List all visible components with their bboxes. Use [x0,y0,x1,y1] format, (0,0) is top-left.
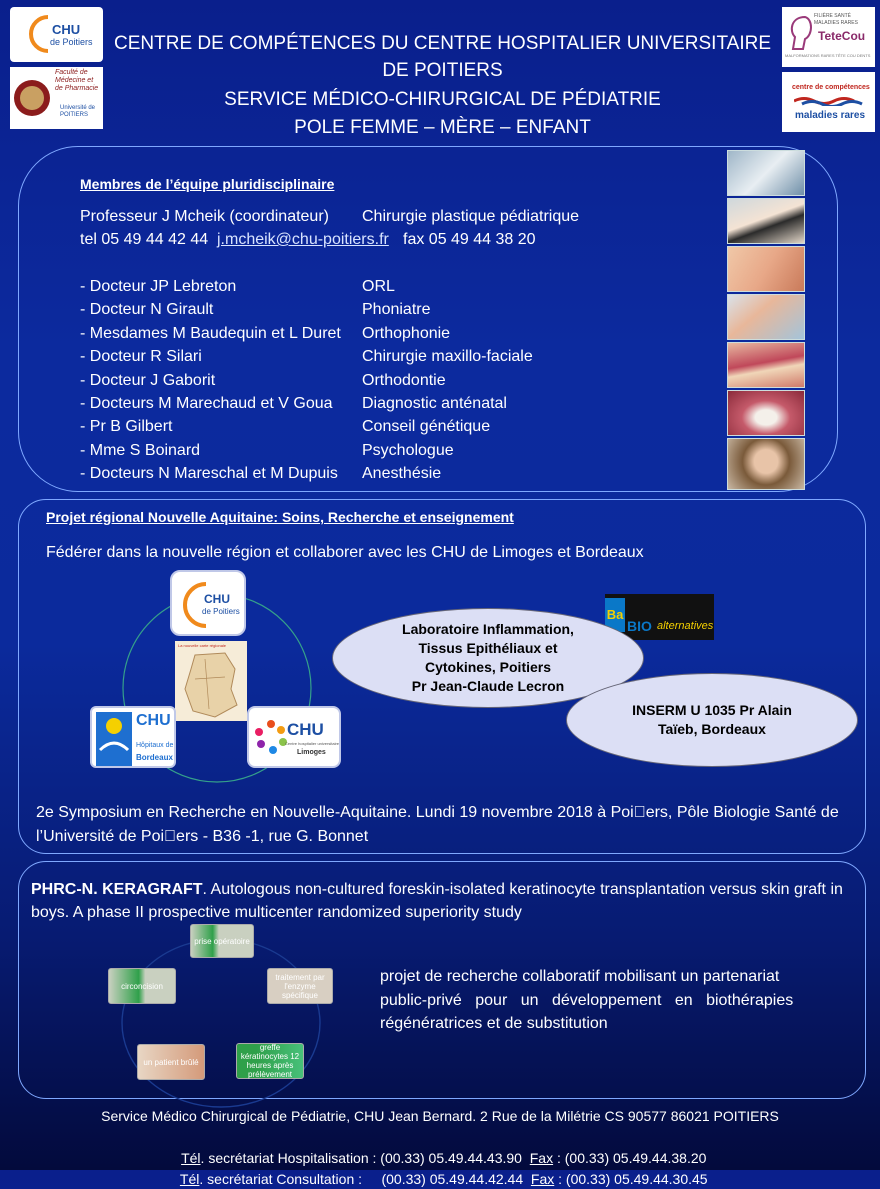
coordinator-name: Professeur J Mcheik (coordinateur) [80,208,329,225]
tetecou-line1: FILIÈRE SANTÉ [814,13,851,19]
workflow-node-left-label: circoncision [121,981,163,991]
member-specialty: Psychologue [362,442,454,459]
coordinator-fax: fax 05 49 44 38 20 [403,231,536,248]
workflow-node-left [108,968,176,1004]
chu-bordeaux-node-text: CHU [136,712,171,729]
projet-title: Projet régional Nouvelle Aquitaine: Soins, Recherche et enseignement [46,509,514,525]
bioalternatives-ba: Ba [605,598,625,632]
chu-bordeaux-node-sub2: Bordeaux [136,753,173,762]
chu-logo-text: CHU [52,22,81,37]
tetecou-line2: MALADIES RARES [814,20,858,26]
tetecou-logo [782,7,875,67]
faculte-line3: de Pharmacie [55,85,99,92]
clinical-photo [727,438,805,490]
header-line-4: POLE FEMME – MÈRE – ENFANT [294,117,591,138]
phrc-desc-line1: projet de recherche collaboratif mobilisant un partenariat [380,968,780,985]
bioalternatives-alt: alternatives [657,620,714,632]
chu-bordeaux-node-sub1: Hôpitaux de [136,742,174,749]
member-specialty: Phoniatre [362,301,431,318]
team-title: Membres de l’équipe pluridisciplinaire [80,176,335,192]
header-line-3: SERVICE MÉDICO-CHIRURGICAL DE PÉDIATRIE [224,89,661,110]
region-map [175,641,247,721]
phrc-title-bold: PHRC-N. KERAGRAFT [31,881,203,898]
member-name: - Docteurs N Mareschal et M Dupuis [80,465,338,482]
phrc-desc-line2: public-privé pour un développement en biothérapies [380,992,794,1009]
chu-bordeaux-node [90,706,176,768]
workflow-node-bottom-right [236,1043,304,1079]
faculte-medecine-logo [10,67,103,129]
workflow-node-top [190,924,254,958]
chu-limoges-node-sub2: Limoges [297,749,326,756]
member-specialty: Orthophonie [362,325,451,342]
bioalternatives-bio: BIO [627,618,652,634]
phrc-line2: boys. A phase II prospective multicenter randomized superiority study [31,904,522,921]
chu-poitiers-node-sub: de Poitiers [202,607,240,616]
workflow-node-bottom-left-label: un patient brûlé [143,1057,199,1067]
clinical-photo [727,390,805,436]
inserm-line2: Taïeb, Bordeaux [658,721,766,737]
workflow-circle [118,935,324,1111]
workflow-node-right-label: traitement par l'enzyme spécifique [275,972,325,1000]
member-specialty: Anesthésie [362,465,442,482]
tetecou-line4: MALFORMATIONS RARES TÊTE COU DENTS [785,53,871,58]
projet-intro: Fédérer dans la nouvelle région et collaborer avec les CHU de Limoges et Bordeaux [46,544,644,561]
faculte-line1: Faculté de [55,69,88,76]
lab-line4: Pr Jean-Claude Lecron [411,678,565,694]
inserm-ellipse [566,673,858,767]
chu-logo-sub: de Poitiers [50,37,93,47]
workflow-node-bottom-right-label: greffe kératinocytes 12 heures après prélèvement [240,1043,300,1079]
member-specialty: ORL [362,278,395,295]
faculte-line5: POITIERS [60,112,89,118]
footer-fax-label: Fax [529,1150,554,1166]
phrc-title-rest: . Autologous non-cultured foreskin-isolated keratinocyte transplantation versus skin graft in [202,881,843,898]
workflow-node-bottom-left [137,1044,205,1080]
member-name: - Docteurs M Marechaud et V Goua [80,395,333,412]
faculte-line2: Médecine et [55,77,94,84]
chu-limoges-node-sub1: Centre hospitalier universitaire [285,741,340,746]
inserm-line1: INSERM U 1035 Pr Alain [632,702,792,718]
footer-tel-label-2: Tél [179,1171,200,1187]
chu-limoges-node-text: CHU [287,720,324,739]
member-name: - Docteur J Gaborit [80,372,216,389]
member-specialty: Diagnostic anténatal [362,395,507,412]
maladies-rares-line2: maladies rares [795,110,866,121]
member-name: - Docteur N Girault [80,301,214,318]
footer-fax-label-2: Fax [530,1171,555,1187]
workflow-node-right [267,968,333,1004]
header-line-1: CENTRE DE COMPÉTENCES DU CENTRE HOSPITALIER UNIVERSITAIRE [114,33,771,54]
member-name: - Mme S Boinard [80,442,201,459]
symposium-line2: l’Université de Poi ers - B36 -1, rue G. Bonnet [36,828,369,845]
clinical-photo [727,342,805,388]
member-specialty: Orthodontie [362,372,446,389]
chu-poitiers-logo [10,7,103,62]
footer-hosp-fax: : (00.33) 05.49.44.38.20 [553,1150,707,1166]
maladies-rares-logo [782,72,875,132]
chu-poitiers-node-text: CHU [204,592,230,606]
footer-address: Service Médico Chirurgical de Pédiatrie, CHU Jean Bernard. 2 Rue de la Milétrie CS 90577 86021 POITIERS [101,1108,779,1124]
lab-line3: Cytokines, Poitiers [424,659,552,675]
maladies-rares-line1: centre de compétences [792,84,870,91]
faculte-line4: Université de [60,105,96,111]
symposium-line1: 2e Symposium en Recherche en Nouvelle-Aquitaine. Lundi 19 novembre 2018 à Poi ers, Pôle Biologie Santé de [36,804,839,821]
member-name: - Pr B Gilbert [80,418,173,435]
member-name: - Docteur R Silari [80,348,202,365]
member-name: - Mesdames M Baudequin et L Duret [80,325,341,342]
coordinator-tel: tel 05 49 44 42 44 [80,231,209,248]
footer-cons-fax: : (00.33) 05.49.44.30.45 [554,1171,708,1187]
clinical-photo [727,198,805,244]
member-specialty: Chirurgie maxillo-faciale [362,348,533,365]
phrc-desc-line3: régénératrices et de substitution [380,1015,608,1032]
header-line-2: DE POITIERS [382,60,503,81]
member-specialty: Conseil génétique [362,418,491,435]
tetecou-line3: TeteCou [818,29,866,43]
footer-tel-label: Tél [181,1150,201,1166]
phrc-title [31,880,843,900]
footer-cons-text: . secrétariat Consultation : (00.33) 05.49.44.42.44 [199,1171,531,1187]
footer-hosp-text: . secrétariat Hospitalisation : (00.33) 05.49.44.43.90 [200,1150,530,1166]
lab-line1: Laboratoire Inflammation, [402,621,574,637]
region-map-caption: La nouvelle carte régionale [178,643,227,648]
coordinator-specialty: Chirurgie plastique pédiatrique [362,208,580,225]
lab-line2: Tissus Epithéliaux et [418,640,558,656]
chu-limoges-node [247,706,341,768]
member-name: - Docteur JP Lebreton [80,278,237,295]
clinical-photo [727,294,805,340]
clinical-photo [727,246,805,292]
workflow-node-top-label: prise opératoire [194,936,250,946]
coordinator-email[interactable]: j.mcheik@chu-poitiers.fr [217,231,389,248]
footer-cons [0,1149,880,1189]
clinical-photo [727,150,805,196]
chu-poitiers-node [170,570,246,636]
